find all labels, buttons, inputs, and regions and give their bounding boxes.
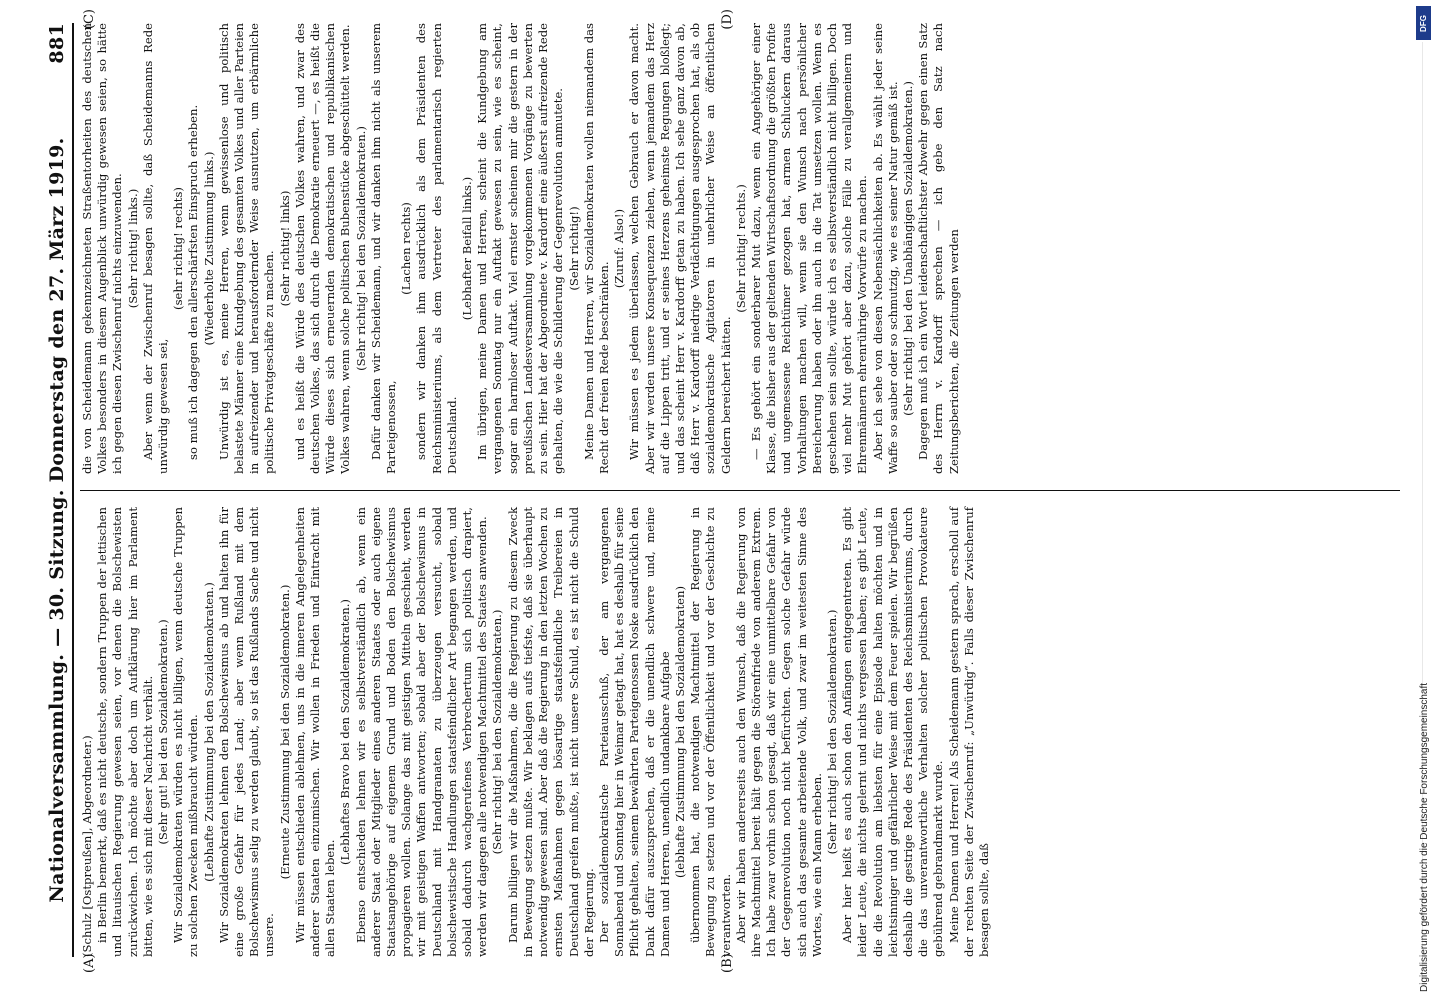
page-number: 881 xyxy=(46,23,68,64)
right-column-paragraph: (Lebhafter Beifall links.) xyxy=(460,176,475,321)
rotated-page xyxy=(40,5,1420,975)
dfg-logo-text: DFG xyxy=(1419,14,1429,32)
left-column-paragraph: Der sozialdemokratische Parteiausschuß, der am vergangenen Sonnabend und Sonntag hier in Weimar getagt hat, hat es deshalb für seine Pflicht gehalten, seinem bewährten Parteigenossen Noske ausdrücklich den Dank dafür auszusprechen, daß er die unendlich schwere und, meine Damen und Herren, unendlich undankbare Aufgabe xyxy=(596,507,672,957)
right-column-paragraph: (Sehr richtig! links.) xyxy=(125,188,140,309)
right-column-paragraph: so muß ich dagegen den allerschärfsten Einspruch erheben. xyxy=(186,104,201,460)
margin-marker-d: (D) xyxy=(720,9,735,30)
left-column-paragraph: Aber wir haben andererseits auch den Wunsch, daß die Regierung von ihre Machtmittel bereit hält gegen die Störenfriede von anderem Extrem. Ich habe zwar vorhin schon gesagt, daß wir eine unmittelbare Gefahr von der Gegenrevolution noch nicht befürchten. Gegen solche Gefahr würde sich auch das gesamte arbeitende Volk, und zwar im weitesten Sinne des Wortes, wie ein Mann erheben. xyxy=(733,507,824,957)
right-column-paragraph: Unwürdig ist es, meine Herren, wenn gewissenlose und politisch belastete Männer eine Kundgebung des gesamten Volkes und aller Parteien in aufreizender und herausfordernder Weise ausnutzen, um erbärmliche politische Privatgeschäfte zu machen. xyxy=(216,23,277,474)
right-column-paragraph: die von Scheidemann gekennzeichneten Straßentorheiten des deutschen Volkes besonders in diesem Augenblick unwürdig gewesen seien, so hätte ich gegen diesen Zwischenruf nichts einzuwenden. xyxy=(80,23,125,474)
left-column-paragraph: Wir Sozialdemokraten lehnen den Bolschewismus ab und halten ihn für eine große Gefahr für jedes Land; aber wenn Rußland mit dem Bolschewismus selig zu werden glaubt, so ist das Rußlands Sache und nicht unsere. xyxy=(216,507,277,957)
page-header xyxy=(46,23,74,957)
two-column-body xyxy=(80,9,1400,973)
right-column-paragraph: (Sehr richtig!) xyxy=(566,206,581,291)
right-column-paragraph: Wir müssen es jedem überlassen, welchen Gebrauch er davon macht. Aber wir werden unsere Konsequenzen ziehen, wenn jemandem das Herz auf die Lippen tritt, und er seines Herzens geheimste Regungen bloßlegt; und das scheint Herr v. Kardorff getan zu haben. Ich sehe ganz davon ab, daß Herr v. Kardorff niedrige Verdächtigungen ausgesprochen hat, als ob sozialdemokratische Agitatoren in unehrlicher Weise an öffentlichen Geldern bereichert hätten. xyxy=(627,23,733,474)
right-column xyxy=(80,23,1400,490)
right-column-paragraph: Dafür danken wir Scheidemann, und wir danken ihm nicht als unserem Parteigenossen, xyxy=(368,23,399,474)
right-column-paragraph: sondern wir danken ihm ausdrücklich als dem Präsidenten des Reichsministeriums, als dem Vertreter des parlamentarisch regierten Deutschland. xyxy=(414,23,459,474)
left-column xyxy=(80,490,1400,957)
left-column-paragraph: (Lebhafte Zustimmung bei den Sozialdemokraten.) xyxy=(201,582,216,882)
left-column-paragraph: Darum billigen wir die Maßnahmen, die die Regierung zu diesem Zweck in Bewegung setzen mußte. Wir beklagen aufs tiefste, daß sie überhaupt notwendig gewesen sind. Aber daß die Regierung in den letzten Wochen zu ernsten Maßnahmen gegen bösartige staatsfeindliche Treibereien in Deutschland greifen mußte, ist nicht unsere Schuld, es ist nicht die Schuld der Regierung. xyxy=(505,507,596,957)
right-column-paragraph: (Lachen rechts) xyxy=(399,202,414,295)
left-column-paragraph: (Sehr richtig! bei den Sozialdemokraten.) xyxy=(490,609,505,855)
left-column-paragraph: (Lebhaftes Bravo bei den Sozialdemokraten.) xyxy=(338,599,353,865)
right-column-paragraph: (sehr richtig! rechts) xyxy=(171,187,186,310)
right-column-paragraph: (Sehr richtig! bei den Unabhängigen Sozialdemokraten.) xyxy=(900,81,915,416)
right-column-paragraph: Dagegen muß ich ein Wort leidenschaftlichster Abwehr gegen einen Satz des Herrn v. Kardorff sprechen — ich gebe den Satz nach Zeitungsberichten, die Zeitungen werden xyxy=(916,23,961,474)
running-title: Nationalversammlung. — 30. Sitzung. Donnerstag den 27. März 1919. xyxy=(46,137,68,903)
left-column-paragraph: Wir Sozialdemokraten würden es nicht billigen, wenn deutsche Truppen zu solchen Zwecken mißbraucht würden. xyxy=(171,507,201,957)
right-column-paragraph: (Sehr richtig! bei den Sozialdemokraten.) xyxy=(353,126,368,371)
right-column-paragraph: Aber ich sehe von diesen Nebensächlichkeiten ab. Es wählt jeder seine Waffe so sauber oder so schmutzig, wie es seiner Natur gemäß ist. xyxy=(870,23,900,474)
left-column-paragraph: Meine Damen und Herren! Als Scheidemann gestern sprach, erscholl auf der rechten Seite der Zwischenruf: „Unwürdig“. Falls dieser Zwischenruf besagen sollte, daß xyxy=(946,507,991,957)
left-column-paragraph: Aber hier heißt es auch schon den Anfängen entgegentreten. Es gibt leider Leute, die nichts gelernt und nichts vergessen haben; es gibt Leute, die die Revolution am liebsten für eine Episode halten möchten und in leichtsinniger und gefährlicher Weise mit dem Feuer spielen. Wir begrüßen deshalb die gestrige Rede des Präsidenten des Reichsministeriums, durch die das unverantwortliche Verhalten solcher politischen Provokateure gebührend gebrandmarkt wurde. xyxy=(840,507,946,957)
dfg-logo xyxy=(1416,6,1431,40)
left-column-paragraph: Wir müssen entschieden ablehnen, uns in die inneren Angelegenheiten anderer Staaten einzumischen. Wir wollen in Frieden und Eintracht mit allen Staaten leben. xyxy=(292,507,338,957)
right-column-paragraph: und es heißt die Würde des deutschen Volkes wahren, und zwar des deutschen Volkes, das sich durch die Demokratie erneuert —, es heißt die Würde dieses sich erneuernden demokratischen und republikanischen Volkes wahren, wenn solche politischen Bubenstücke abgeschüttelt werden. xyxy=(292,23,353,474)
left-column-paragraph: (Sehr richtig! bei den Sozialdemokraten.) xyxy=(824,609,839,855)
right-column-paragraph: (Wiederholte Zustimmung links.) xyxy=(201,151,216,346)
margin-marker-a: (A) xyxy=(82,953,97,973)
left-column-paragraph: (Schulz [Ostpreußen], Abgeordneter.) xyxy=(80,735,94,957)
margin-marker-b: (B) xyxy=(720,953,735,973)
right-column-paragraph: (Sehr richtig! rechts.) xyxy=(733,184,748,313)
left-column-paragraph: übernommen hat, die notwendigen Machtmittel der Regierung in Bewegung zu setzen und vor der Öffentlichkeit und vor der Geschichte zu verantworten. xyxy=(688,507,733,957)
right-column-paragraph: — Es gehört ein sonderbarer Mut dazu, wenn ein Angehöriger einer Klasse, die bisher aus der geltenden Wirtschaftsordnung die größten Profite und ungemessene Reichtümer gezogen hat, armen Schluckern daraus Vorhaltungen machen will, wenn sie den Wunsch nach persönlicher Bereicherung haben oder ihn auch in die Tat umsetzen wollen. Wenn es geschehen sein sollte, würde ich es selbstverständlich nicht billigen. Doch viel mehr Mut gehört aber dazu, solche Fälle zu verallgemeinern und Ehrenmännern ehrenrührige Vorwürfe zu machen. xyxy=(748,23,870,474)
left-column-paragraph: (lebhafte Zustimmung bei den Sozialdemokraten) xyxy=(672,586,687,878)
left-column-paragraph: (Sehr gut! bei den Sozialdemokraten.) xyxy=(156,619,171,845)
left-column-paragraph: Ebenso entschieden lehnen wir es selbstverständlich ab, wenn ein anderer Staat oder Mitglieder eines anderen Staates oder auch eigene Staatsangehörige auf eigenem Grund und Boden den Bolschewismus propagieren wollen. Solange das mit geistigen Mitteln geschieht, werden wir mit geistigen Waffen antworten; sobald aber der Bolschewismus in Deutschland mit Handgranaten zu überzeugen versucht, sobald bolschewistische Handlungen staatsfeindlicher Art begangen werden, und sobald dadurch wachgerufenes Verbrechertum sich politisch drapiert, werden wir dagegen alle notwendigen Machtmittel des Staates anwenden. xyxy=(353,507,490,957)
margin-marker-c: (C) xyxy=(82,9,97,30)
left-column-paragraph: in Berlin bemerkt, daß es nicht deutsche, sondern Truppen der lettischen und litauischen Regierung gewesen seien, vor denen die Bolschewisten zurückwichen. Ich möchte aber doch um Aufklärung hier im Parlament bitten, wie es sich mit dieser Nachricht verhält. xyxy=(95,507,155,957)
right-column-paragraph: Im übrigen, meine Damen und Herren, scheint die Kundgebung am vergangenen Sonntag nur ein Auftakt gewesen zu sein, wie es scheint, sogar ein harmloser Auftakt. Viel ernster scheinen mir die gestern in der preußischen Landesversammlung vorgekommenen Vorgänge zu bewerten zu sein. Hier hat der Abgeordnete v. Kardorff eine äußerst aufreizende Rede gehalten, die wie die Schilderung der Gegenrevolution anmutete. xyxy=(475,23,566,474)
right-column-paragraph: Aber wenn der Zwischenruf besagen sollte, daß Scheidemanns Rede unwürdig gewesen sei, xyxy=(140,23,171,474)
digitization-note: Digitalisierung gefördert durch die Deutsche Forschungsgemeinschaft xyxy=(1419,682,1430,992)
right-column-paragraph: (Zuruf: Also!) xyxy=(612,208,627,289)
left-column-paragraph: (Erneute Zustimmung bei den Sozialdemokraten.) xyxy=(277,584,292,880)
right-column-paragraph: (Sehr richtig! links) xyxy=(277,190,292,307)
right-column-paragraph: Meine Damen und Herren, wir Sozialdemokraten wollen niemandem das Recht der freien Rede beschränken. xyxy=(581,23,611,474)
